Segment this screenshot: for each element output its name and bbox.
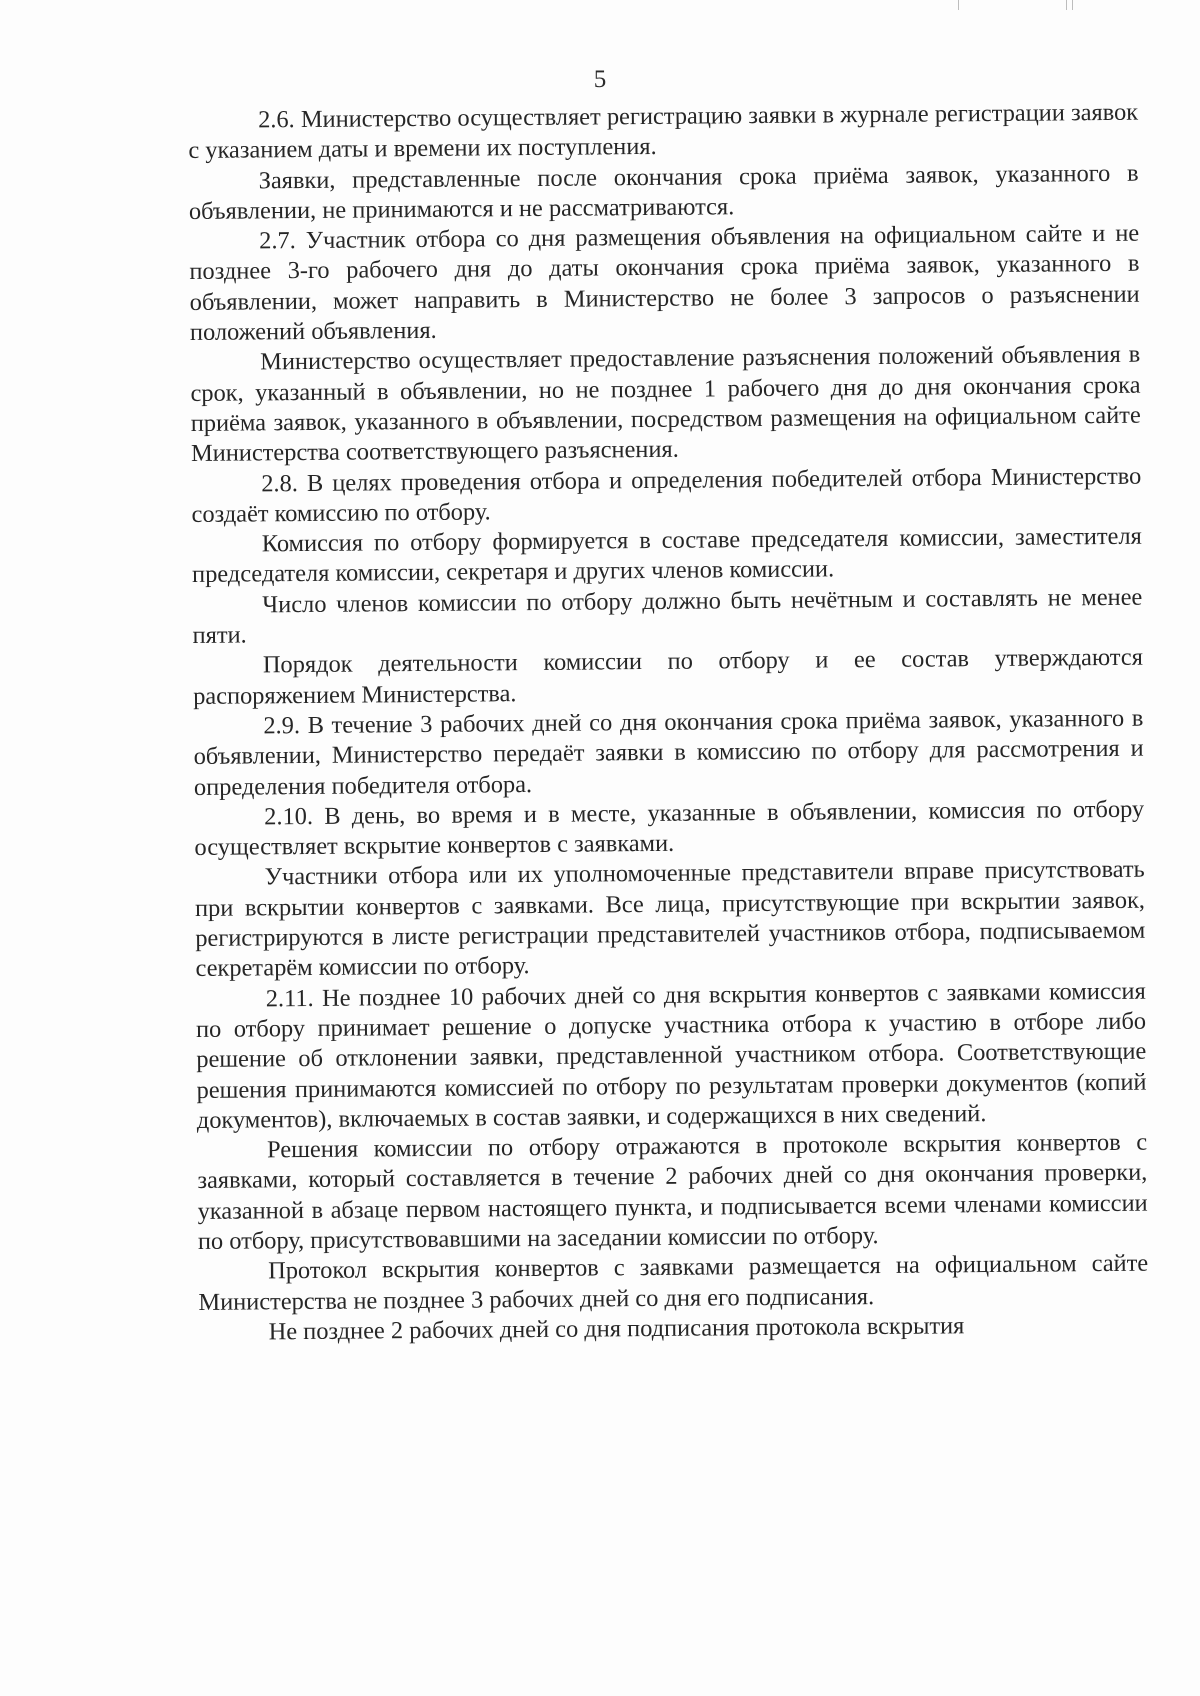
paragraph-2-8: 2.8. В целях проведения отбора и определения победителей отбора Министерство создаёт комиссию по отбору. [191, 462, 1142, 528]
paragraph-2-7: 2.7. Участник отбора со дня размещения объявления на официальном сайте и не позднее 3-го рабочего дня до даты окончания срока приёма заявок, указанного в объявлении, может направить в Министерство не более 3 запросов о разъяснении положений объявления. [189, 219, 1140, 347]
paragraph: Порядок деятельности комиссии по отбору и ее состав утверждаются распоряжением Министерства. [193, 644, 1143, 710]
paragraph-2-6: 2.6. Министерство осуществляет регистрацию заявки в журнале регистрации заявок с указанием даты и времени их поступления. [188, 98, 1139, 165]
scan-artifact [958, 0, 959, 10]
paragraph-2-11: 2.11. Не позднее 10 рабочих дней со дня вскрытия конвертов с заявками комиссия по отбору принимает решение о допуске участника отбора к участию в отборе либо решение об отклонении заявки, представленной участником отбора. Соответствующие решения принимаются комиссией по отбору по результатам проверки документов (копий документов), включаемых в состав заявки, и содержащихся в них сведений. [195, 977, 1147, 1134]
paragraph: Заявки, представленные после окончания срока приёма заявок, указанного в объявлении, не принимаются и не рассматриваются. [188, 159, 1139, 225]
paragraph: Решения комиссии по отбору отражаются в протоколе вскрытия конвертов с заявками, который составляется в течение 2 рабочих дней со дня окончания проверки, указанной в абзаце первом настоящего пункта, и подписывается всеми членами комиссии по отбору, присутствовавшими на заседании комиссии по отбору. [197, 1128, 1148, 1255]
paragraph-2-10: 2.10. В день, во время и в месте, указанные в объявлении, комиссия по отбору осуществляет вскрытие конвертов с заявками. [194, 795, 1145, 862]
document-body [188, 98, 1149, 1348]
paragraph: Комиссия по отбору формируется в составе председателя комиссии, заместителя председателя комиссии, секретаря и других членов комиссии. [191, 522, 1142, 589]
paragraph: Число членов комиссии по отбору должно быть нечётным и составлять не менее пяти. [192, 583, 1143, 650]
paragraph: Министерство осуществляет предоставление разъяснения положений объявления в срок, указанный в объявлении, но не позднее 1 рабочего дня до дня окончания срока приёма заявок, указанного в объявлении, посредством размещения на официальном сайте Министерства соответствующего разъяснения. [190, 341, 1141, 468]
paragraph: Протокол вскрытия конвертов с заявками размещается на официальном сайте Министерства не позднее 3 рабочих дней со дня его подписания. [198, 1249, 1149, 1316]
page-number: 5 [593, 66, 607, 93]
paragraph-2-9: 2.9. В течение 3 рабочих дней со дня окончания срока приёма заявок, указанного в объявлении, Министерство передаёт заявки в комиссию по отбору для рассмотрения и определения победителя отбора. [193, 704, 1144, 801]
scan-artifact [1072, 0, 1073, 10]
paragraph: Участники отбора или их уполномоченные представители вправе присутствовать при вскрытии конвертов с заявками. Все лица, присутствующие при вскрытии заявок, регистрируются в листе регистрации представителей участников отбора, подписываемом секретарём комиссии по отбору. [194, 856, 1146, 983]
scan-artifact [1066, 0, 1067, 10]
paragraph: Не позднее 2 рабочих дней со дня подписания протокола вскрытия [268, 1312, 965, 1346]
